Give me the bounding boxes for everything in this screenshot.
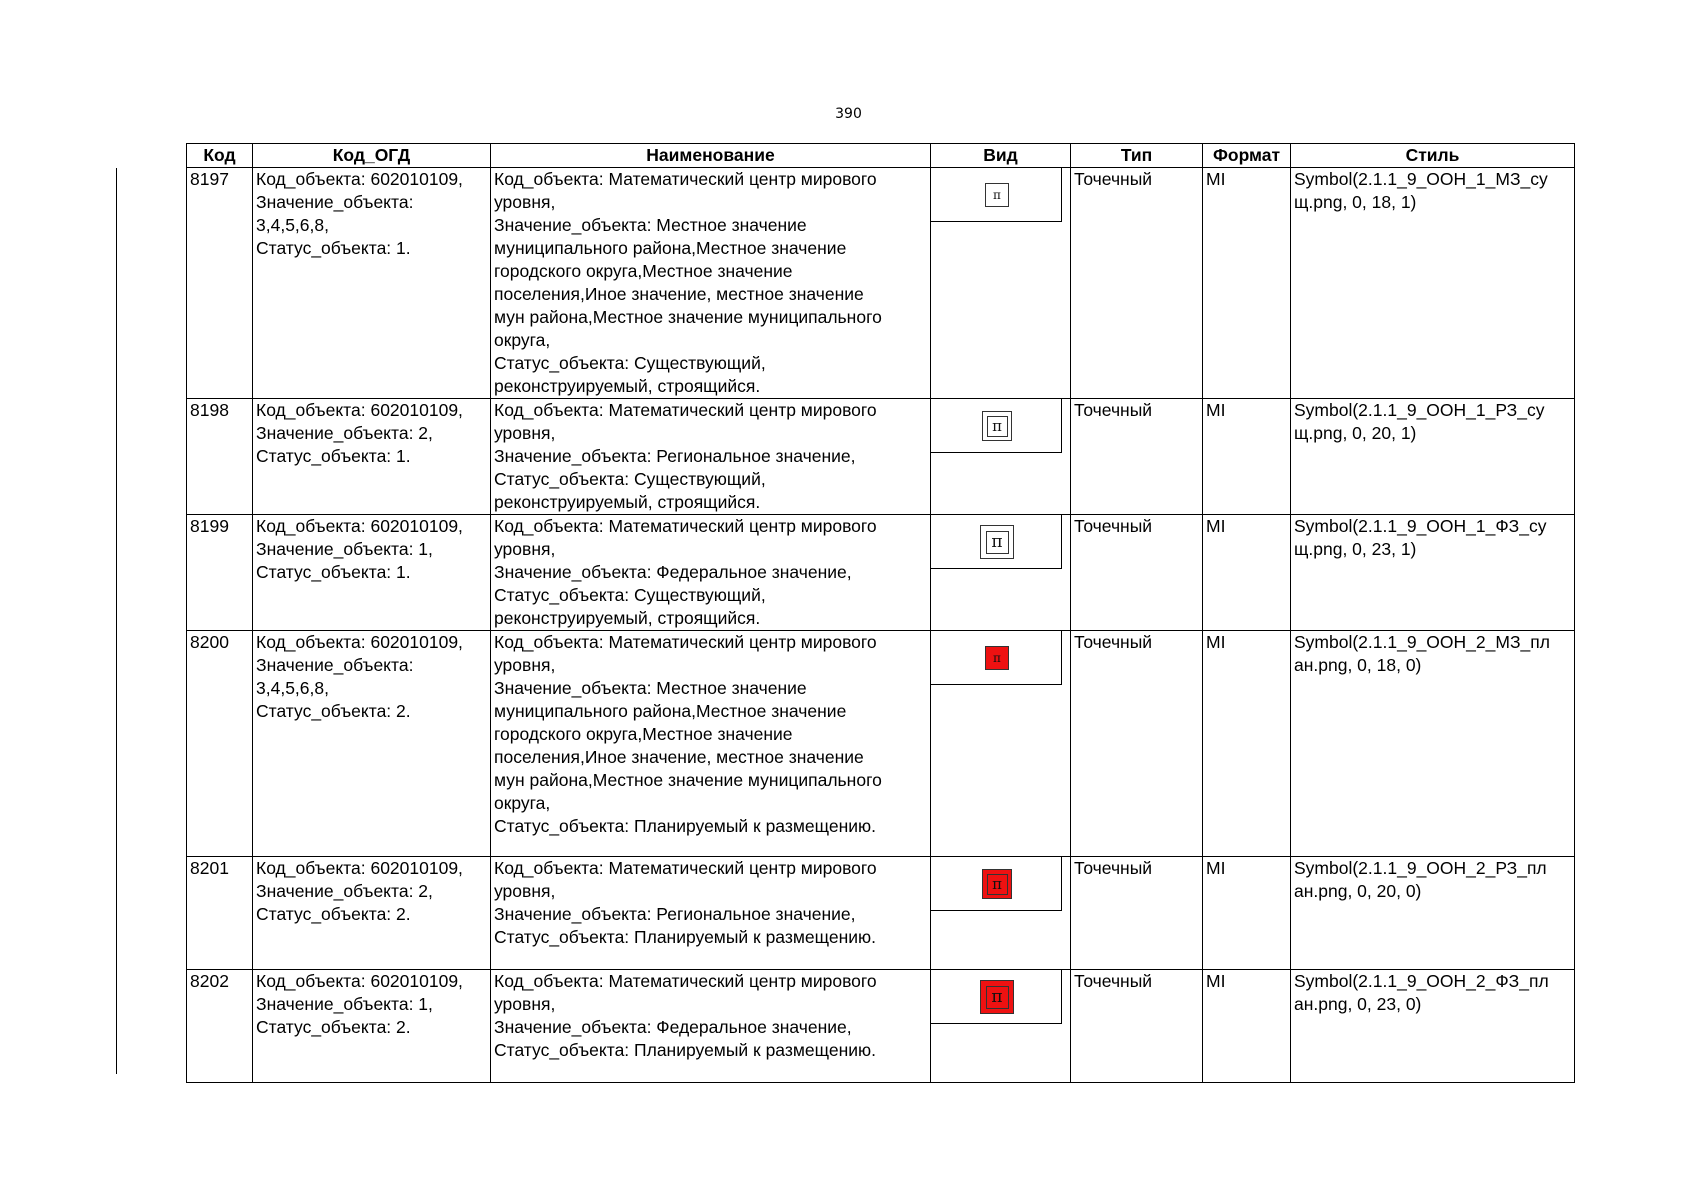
cell-code: 8197: [187, 168, 253, 399]
cell-format: MI: [1203, 515, 1291, 631]
header-type: Тип: [1071, 144, 1203, 168]
cell-type: Точечный: [1071, 970, 1203, 1083]
symbol-frame: [931, 515, 1062, 569]
symbol-inner-frame: [986, 986, 1009, 1009]
cell-view: [931, 857, 1071, 970]
cell-ogd: Код_объекта: 602010109, Значение_объекта: 2, Статус_объекта: 2.: [253, 857, 491, 970]
header-code: Код: [187, 144, 253, 168]
cell-style: Symbol(2.1.1_9_ООН_1_ФЗ_су щ.png, 0, 23, 1): [1291, 515, 1575, 631]
header-style: Стиль: [1291, 144, 1575, 168]
symbol-frame: [931, 970, 1062, 1024]
cell-code: 8198: [187, 399, 253, 515]
header-ogd-code: Код_ОГД: [253, 144, 491, 168]
cell-view: [931, 631, 1071, 857]
cell-type: Точечный: [1071, 168, 1203, 399]
symbol-frame: [931, 168, 1062, 222]
pi-symbol-icon: [980, 980, 1014, 1014]
cell-style: Symbol(2.1.1_9_ООН_2_МЗ_пл ан.png, 0, 18, 0): [1291, 631, 1575, 857]
table-row: [187, 399, 1575, 515]
cell-name: Код_объекта: Математический центр мирового уровня, Значение_объекта: Федеральное значение, Статус_объекта: Планируемый к размещению.: [491, 970, 931, 1083]
symbol-frame: [931, 399, 1062, 453]
pi-symbol-icon: [985, 183, 1009, 207]
cell-style: Symbol(2.1.1_9_ООН_2_РЗ_пл ан.png, 0, 20, 0): [1291, 857, 1575, 970]
cell-ogd: Код_объекта: 602010109, Значение_объекта: 1, Статус_объекта: 1.: [253, 515, 491, 631]
cell-format: MI: [1203, 399, 1291, 515]
header-name: Наименование: [491, 144, 931, 168]
table-row: [187, 168, 1575, 399]
header-view: Вид: [931, 144, 1071, 168]
cell-ogd: Код_объекта: 602010109, Значение_объекта: 3,4,5,6,8, Статус_объекта: 2.: [253, 631, 491, 857]
cell-name: Код_объекта: Математический центр мирового уровня, Значение_объекта: Федеральное значение, Статус_объекта: Существующий, реконструируемый, строящийся.: [491, 515, 931, 631]
cell-name: Код_объекта: Математический центр мирового уровня, Значение_объекта: Региональное значение, Статус_объекта: Существующий, реконструируемый, строящийся.: [491, 399, 931, 515]
pi-glyph: π: [991, 531, 1003, 552]
symbol-inner-frame: [987, 874, 1008, 895]
cell-name: Код_объекта: Математический центр мирового уровня, Значение_объекта: Местное значение муниципального района,Местное значение городского округа,Местное значение поселения,Иное значение, местное значение мун района,Местное значение муниципального округа, Статус_объекта: Существующий, реконструируемый, строящийся.: [491, 168, 931, 399]
cell-type: Точечный: [1071, 515, 1203, 631]
pi-glyph: π: [992, 416, 1002, 435]
pi-glyph: π: [993, 188, 1001, 202]
cell-format: MI: [1203, 168, 1291, 399]
cell-style: Symbol(2.1.1_9_ООН_1_РЗ_су щ.png, 0, 20, 1): [1291, 399, 1575, 515]
cell-view: [931, 168, 1071, 399]
margin-line: [116, 168, 117, 1074]
pi-glyph: π: [993, 651, 1001, 665]
cell-view: [931, 399, 1071, 515]
pi-symbol-icon: [982, 411, 1012, 441]
cell-code: 8199: [187, 515, 253, 631]
pi-symbol-icon: [980, 525, 1014, 559]
pi-symbol-icon: [985, 646, 1009, 670]
cell-format: MI: [1203, 970, 1291, 1083]
cell-style: Symbol(2.1.1_9_ООН_1_МЗ_су щ.png, 0, 18, 1): [1291, 168, 1575, 399]
pi-glyph: π: [992, 874, 1002, 893]
symbol-frame: [931, 857, 1062, 911]
cell-view: [931, 970, 1071, 1083]
cell-type: Точечный: [1071, 857, 1203, 970]
table-row: [187, 970, 1575, 1083]
cell-code: 8201: [187, 857, 253, 970]
header-format: Формат: [1203, 144, 1291, 168]
pi-glyph: π: [991, 986, 1003, 1007]
cell-format: MI: [1203, 857, 1291, 970]
cell-name: Код_объекта: Математический центр мирового уровня, Значение_объекта: Региональное значение, Статус_объекта: Планируемый к размещению.: [491, 857, 931, 970]
cell-type: Точечный: [1071, 631, 1203, 857]
table-row: [187, 515, 1575, 631]
cell-style: Symbol(2.1.1_9_ООН_2_ФЗ_пл ан.png, 0, 23, 0): [1291, 970, 1575, 1083]
cell-name: Код_объекта: Математический центр мирового уровня, Значение_объекта: Местное значение муниципального района,Местное значение городского округа,Местное значение поселения,Иное значение, местное значение мун района,Местное значение муниципального округа, Статус_объекта: Планируемый к размещению.: [491, 631, 931, 857]
table-header-row: [187, 144, 1575, 168]
cell-ogd: Код_объекта: 602010109, Значение_объекта: 1, Статус_объекта: 2.: [253, 970, 491, 1083]
symbol-frame: [931, 631, 1062, 685]
symbol-inner-frame: [986, 531, 1009, 554]
table-row: [187, 857, 1575, 970]
cell-type: Точечный: [1071, 399, 1203, 515]
cell-code: 8202: [187, 970, 253, 1083]
cell-ogd: Код_объекта: 602010109, Значение_объекта: 2, Статус_объекта: 1.: [253, 399, 491, 515]
cell-ogd: Код_объекта: 602010109, Значение_объекта: 3,4,5,6,8, Статус_объекта: 1.: [253, 168, 491, 399]
table-row: [187, 631, 1575, 857]
cell-view: [931, 515, 1071, 631]
symbol-code-table: [186, 143, 1575, 1083]
page-number: 390: [835, 106, 862, 122]
cell-code: 8200: [187, 631, 253, 857]
symbol-inner-frame: [987, 416, 1008, 437]
pi-symbol-icon: [982, 869, 1012, 899]
cell-format: MI: [1203, 631, 1291, 857]
